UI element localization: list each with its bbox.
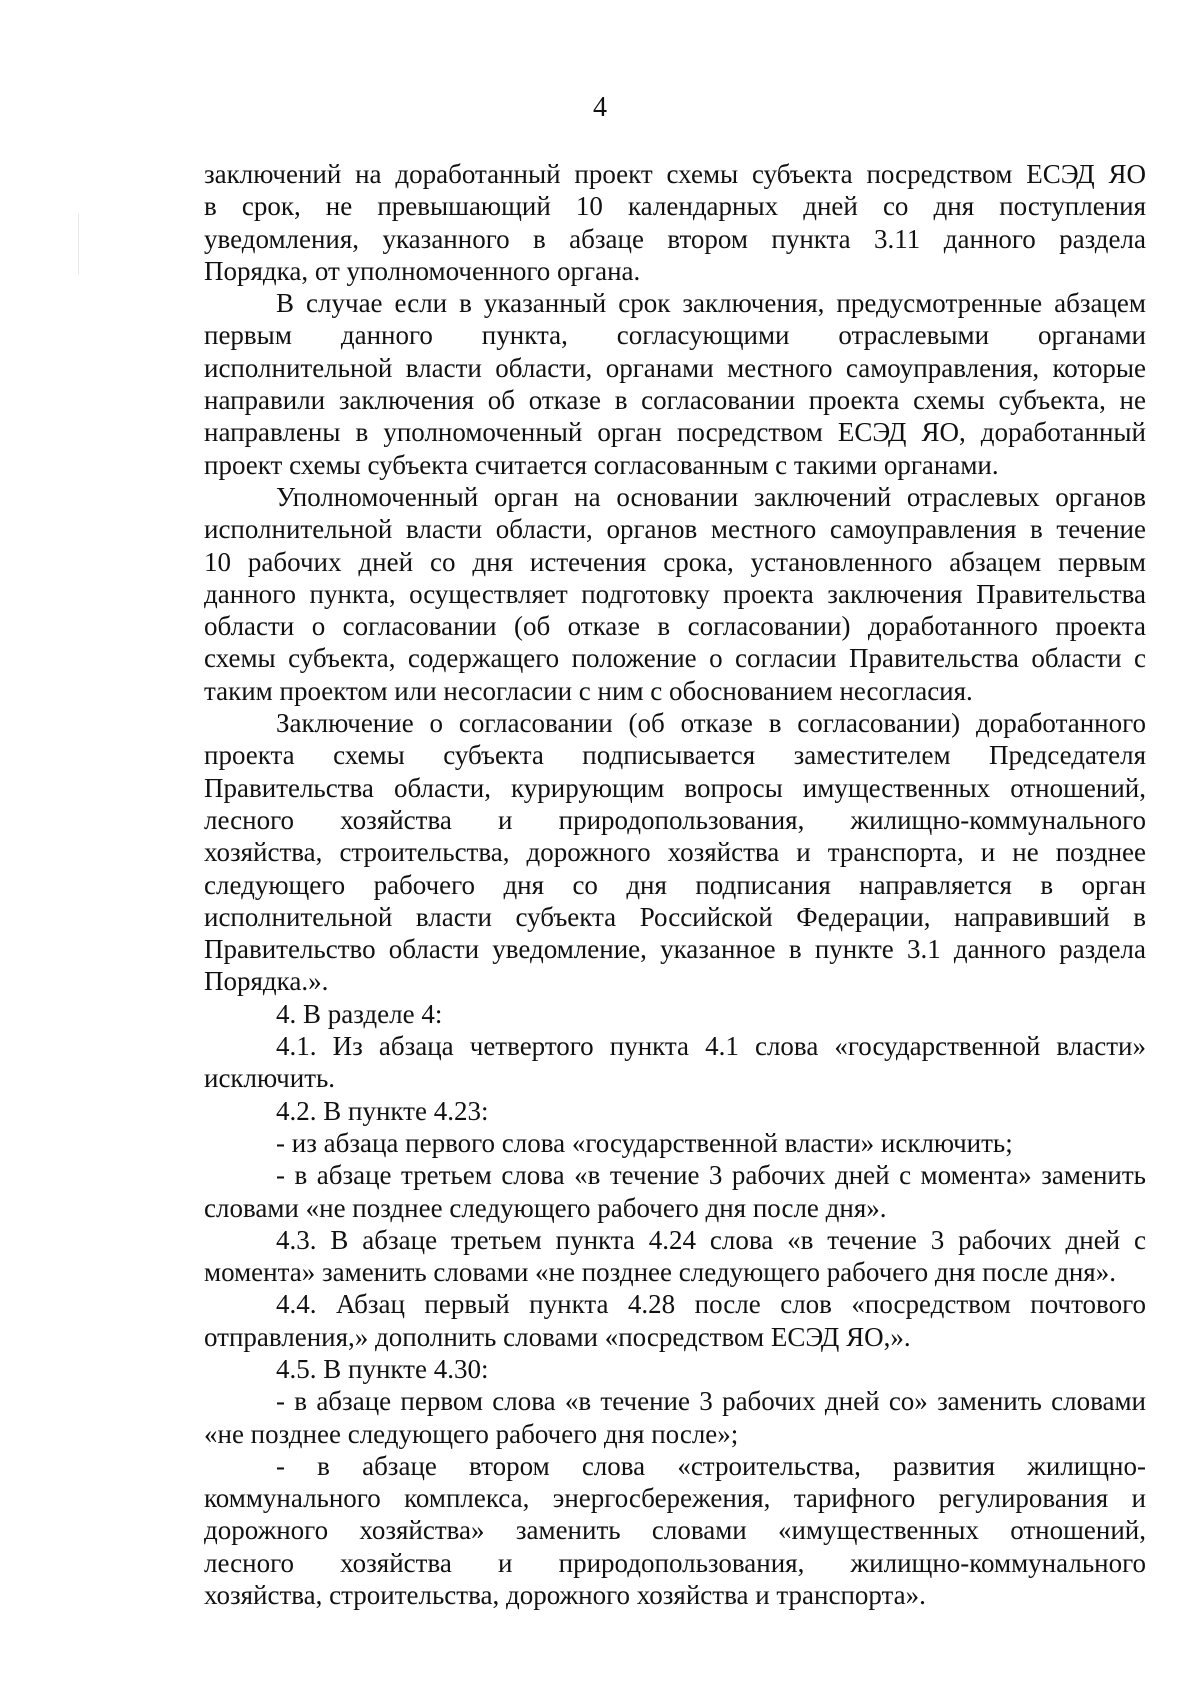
text-line: Порядка.». (204, 966, 329, 997)
text-line: данного пункта, осуществляет подготовку проекта заключения Правительства (204, 578, 1146, 609)
text-line: исполнительной власти субъекта Российской Федерации, направивший в (204, 901, 1146, 932)
text-line: исключить. (204, 1063, 336, 1094)
text-line: 4.4. Абзац первый пункта 4.28 после слов «посредством почтового (276, 1289, 1146, 1320)
scan-edge-mark (78, 214, 79, 274)
text-line: - в абзаце втором слова «строительства, развития жилищно- (276, 1450, 1146, 1481)
text-line: - из абзаца первого слова «государственной власти» исключить; (276, 1127, 1013, 1158)
text-line: 4.3. В абзаце третьем пункта 4.24 слова «в течение 3 рабочих дней с (276, 1224, 1146, 1255)
text-line: Порядка, от уполномоченного органа. (204, 255, 641, 286)
text-line: уведомления, указанного в абзаце втором пункта 3.11 данного раздела (204, 223, 1146, 254)
text-line: - в абзаце первом слова «в течение 3 рабочих дней со» заменить словами (276, 1386, 1146, 1417)
document-body (204, 158, 1146, 1611)
text-line: В случае если в указанный срок заключения, предусмотренные абзацем (276, 288, 1146, 319)
text-line: 4. В разделе 4: (276, 998, 443, 1029)
text-line: первым данного пункта, согласующими отраслевыми органами (204, 320, 1146, 351)
text-line: области о согласовании (об отказе в согласовании) доработанного проекта (204, 611, 1146, 642)
text-line: в срок, не превышающий 10 календарных дней со дня поступления (204, 191, 1146, 222)
text-line: 4.2. В пункте 4.23: (276, 1095, 489, 1126)
page-number: 4 (593, 92, 607, 123)
text-line: Заключение о согласовании (об отказе в согласовании) доработанного (276, 708, 1146, 739)
text-line: 10 рабочих дней со дня истечения срока, установленного абзацем первым (204, 546, 1146, 577)
text-line: направили заключения об отказе в согласовании проекта схемы субъекта, не (204, 385, 1146, 416)
text-line: «не позднее следующего рабочего дня после»; (204, 1418, 739, 1449)
text-line: момента» заменить словами «не позднее следующего рабочего дня после дня». (204, 1257, 1116, 1288)
text-line: заключений на доработанный проект схемы субъекта посредством ЕСЭД ЯО (204, 159, 1146, 189)
text-line: хозяйства, строительства, дорожного хозяйства и транспорта, и не позднее (204, 837, 1146, 868)
text-line: дорожного хозяйства» заменить словами «имущественных отношений, (204, 1515, 1146, 1546)
text-line: исполнительной власти области, органов местного самоуправления в течение (204, 514, 1146, 545)
text-line: следующего рабочего дня со дня подписания направляется в орган (204, 869, 1146, 900)
text-line: проект схемы субъекта считается согласованным с такими органами. (204, 449, 999, 480)
text-line: хозяйства, строительства, дорожного хозяйства и транспорта». (204, 1580, 926, 1611)
text-line: - в абзаце третьем слова «в течение 3 рабочих дней с момента» заменить (276, 1160, 1146, 1191)
text-line: проекта схемы субъекта подписывается заместителем Председателя (204, 740, 1146, 771)
text-line: 4.5. В пункте 4.30: (276, 1353, 489, 1384)
text-line: отправления,» дополнить словами «посредством ЕСЭД ЯО,». (204, 1321, 911, 1352)
text-line: коммунального комплекса, энергосбережения, тарифного регулирования и (204, 1483, 1146, 1514)
text-line: Уполномоченный орган на основании заключений отраслевых органов (276, 481, 1146, 512)
text-line: направлены в уполномоченный орган посредством ЕСЭД ЯО, доработанный (204, 417, 1146, 448)
text-line: Правительство области уведомление, указанное в пункте 3.1 данного раздела (204, 934, 1146, 965)
text-line: лесного хозяйства и природопользования, жилищно-коммунального (204, 804, 1146, 835)
text-line: Правительства области, курирующим вопросы имущественных отношений, (204, 772, 1146, 803)
text-line: таким проектом или несогласии с ним с обоснованием несогласия. (204, 675, 973, 706)
text-line: схемы субъекта, содержащего положение о согласии Правительства области с (204, 643, 1146, 674)
text-line: словами «не позднее следующего рабочего дня после дня». (204, 1192, 887, 1223)
text-line: исполнительной власти области, органами местного самоуправления, которые (204, 352, 1146, 383)
text-line: 4.1. Из абзаца четвертого пункта 4.1 слова «государственной власти» (276, 1031, 1146, 1062)
text-line: лесного хозяйства и природопользования, жилищно-коммунального (204, 1547, 1146, 1578)
